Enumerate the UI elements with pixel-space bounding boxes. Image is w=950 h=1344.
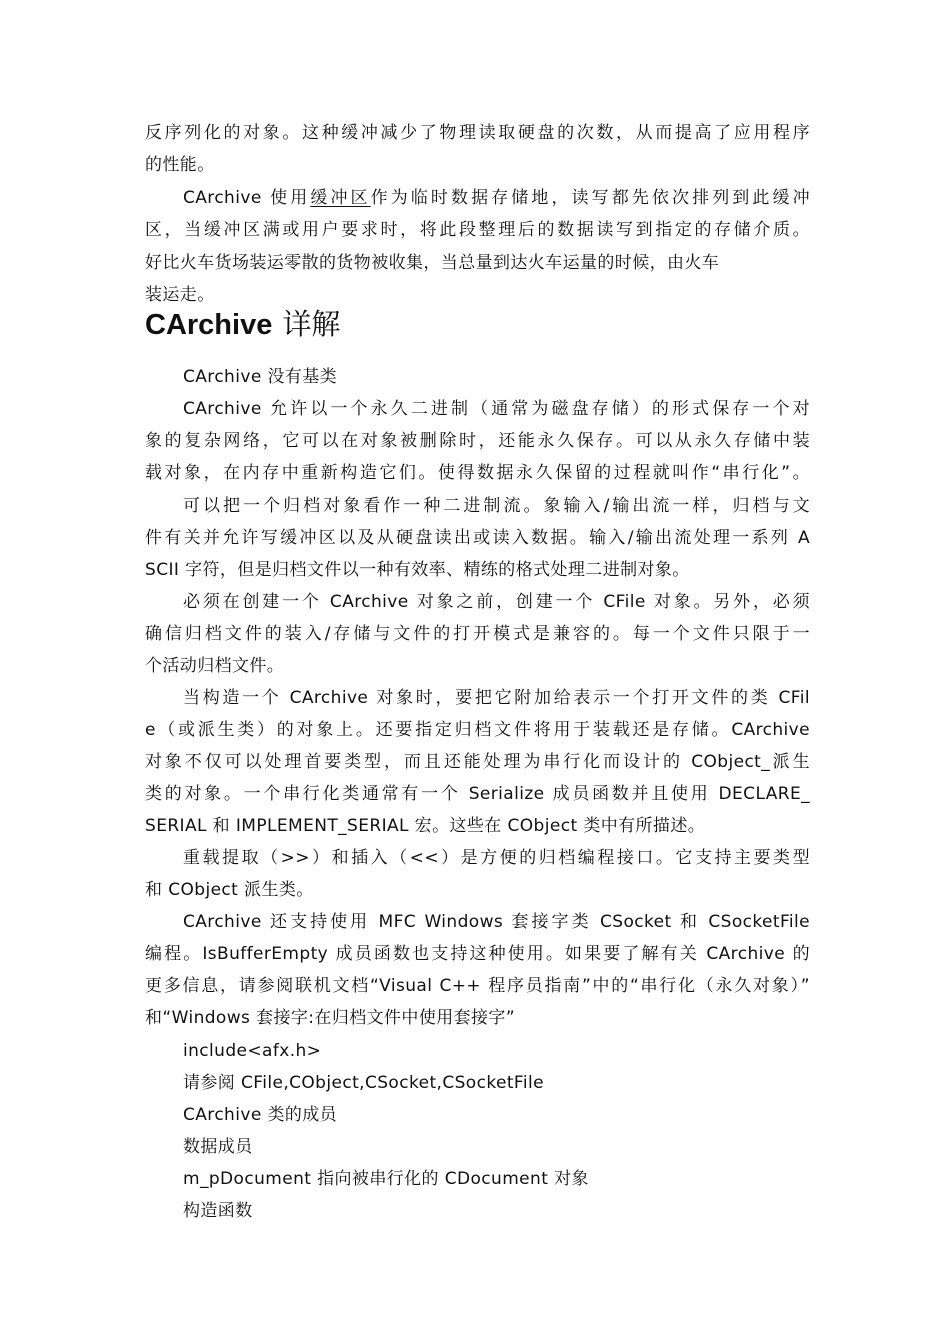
paragraph-line: 编程。IsBufferEmpty 成员函数也支持这种使用。如果要了解有关 CArchive 的: [145, 944, 810, 964]
paragraph-line: CArchive 还支持使用 MFC Windows 套接字类 CSocket 和 CSocketFile: [183, 912, 810, 932]
paragraph-line: 的性能。: [145, 155, 215, 175]
text-span: 作为临时数据存储地，读写都先依次排列到此缓冲: [370, 188, 810, 208]
paragraph-line: 可以把一个归档对象看作一种二进制流。象输入/输出流一样，归档与文: [183, 496, 810, 516]
paragraph-line: SERIAL 和 IMPLEMENT_SERIAL 宏。这些在 CObject 类中有所描述。: [145, 816, 706, 836]
paragraph-line: 数据成员: [183, 1137, 253, 1157]
paragraph-line: 件有关并允许写缓冲区以及从硬盘读出或读入数据。输入/输出流处理一系列 A: [145, 528, 810, 548]
paragraph-line: 更多信息，请参阅联机文档“Visual C++ 程序员指南”中的“串行化（永久对象）”: [145, 976, 810, 996]
paragraph-line: 好比火车货场装运零散的货物被收集，当总量到达火车运量的时候，由火车: [145, 253, 720, 273]
paragraph-line: 当构造一个 CArchive 对象时，要把它附加给表示一个打开文件的类 CFil: [183, 688, 810, 708]
paragraph-line: 和“Windows 套接字:在归档文件中使用套接字”: [145, 1008, 516, 1028]
paragraph-line: CArchive 允许以一个永久二进制（通常为磁盘存储）的形式保存一个对: [183, 399, 810, 419]
see-also-line: 请参阅 CFile,CObject,CSocket,CSocketFile: [183, 1073, 544, 1093]
paragraph-line: 重载提取（>>）和插入（<<）是方便的归档编程接口。它支持主要类型: [183, 848, 810, 868]
paragraph-line: 确信归档文件的装入/存储与文件的打开模式是兼容的。每一个文件只限于一: [145, 624, 810, 644]
paragraph-line: 对象不仅可以处理首要类型，而且还能处理为串行化而设计的 CObject_派生: [145, 752, 810, 772]
heading-en: CArchive: [145, 309, 273, 341]
paragraph-line: CArchive 没有基类: [183, 367, 338, 387]
paragraph-line: [183, 187, 810, 209]
paragraph-line: CArchive 类的成员: [183, 1105, 338, 1125]
paragraph-line: 必须在创建一个 CArchive 对象之前，创建一个 CFile 对象。另外，必须: [183, 592, 810, 612]
paragraph-line: 个活动归档文件。: [145, 656, 285, 676]
paragraph-line: 载对象，在内存中重新构造它们。使得数据永久保留的过程就叫作“串行化”。: [145, 463, 810, 483]
paragraph-line: 类的对象。一个串行化类通常有一个 Serialize 成员函数并且使用 DECLARE_: [145, 784, 810, 804]
paragraph-line: 装运走。: [145, 285, 215, 305]
paragraph-line: 反序列化的对象。这种缓冲减少了物理读取硬盘的次数，从而提高了应用程序: [145, 123, 810, 143]
section-heading: [145, 305, 340, 344]
paragraph-line: 和 CObject 派生类。: [145, 880, 314, 900]
heading-zh: 详解: [282, 307, 341, 341]
paragraph-line: 构造函数: [183, 1201, 253, 1221]
code-line: include<afx.h>: [183, 1041, 322, 1061]
paragraph-line: 区，当缓冲区满或用户要求时，将此段整理后的数据读写到指定的存储介质。: [145, 220, 810, 240]
buffer-link[interactable]: 缓冲区: [310, 188, 371, 208]
paragraph-line: 象的复杂网络，它可以在对象被删除时，还能永久保存。可以从永久存储中装: [145, 431, 810, 451]
paragraph-line: e（或派生类）的对象上。还要指定归档文件将用于装载还是存储。CArchive: [145, 720, 810, 740]
text-span: CArchive 使用: [183, 188, 311, 208]
paragraph-line: m_pDocument 指向被串行化的 CDocument 对象: [183, 1169, 589, 1189]
paragraph-line: SCII 字符，但是归档文件以一种有效率、精练的格式处理二进制对象。: [145, 560, 690, 580]
